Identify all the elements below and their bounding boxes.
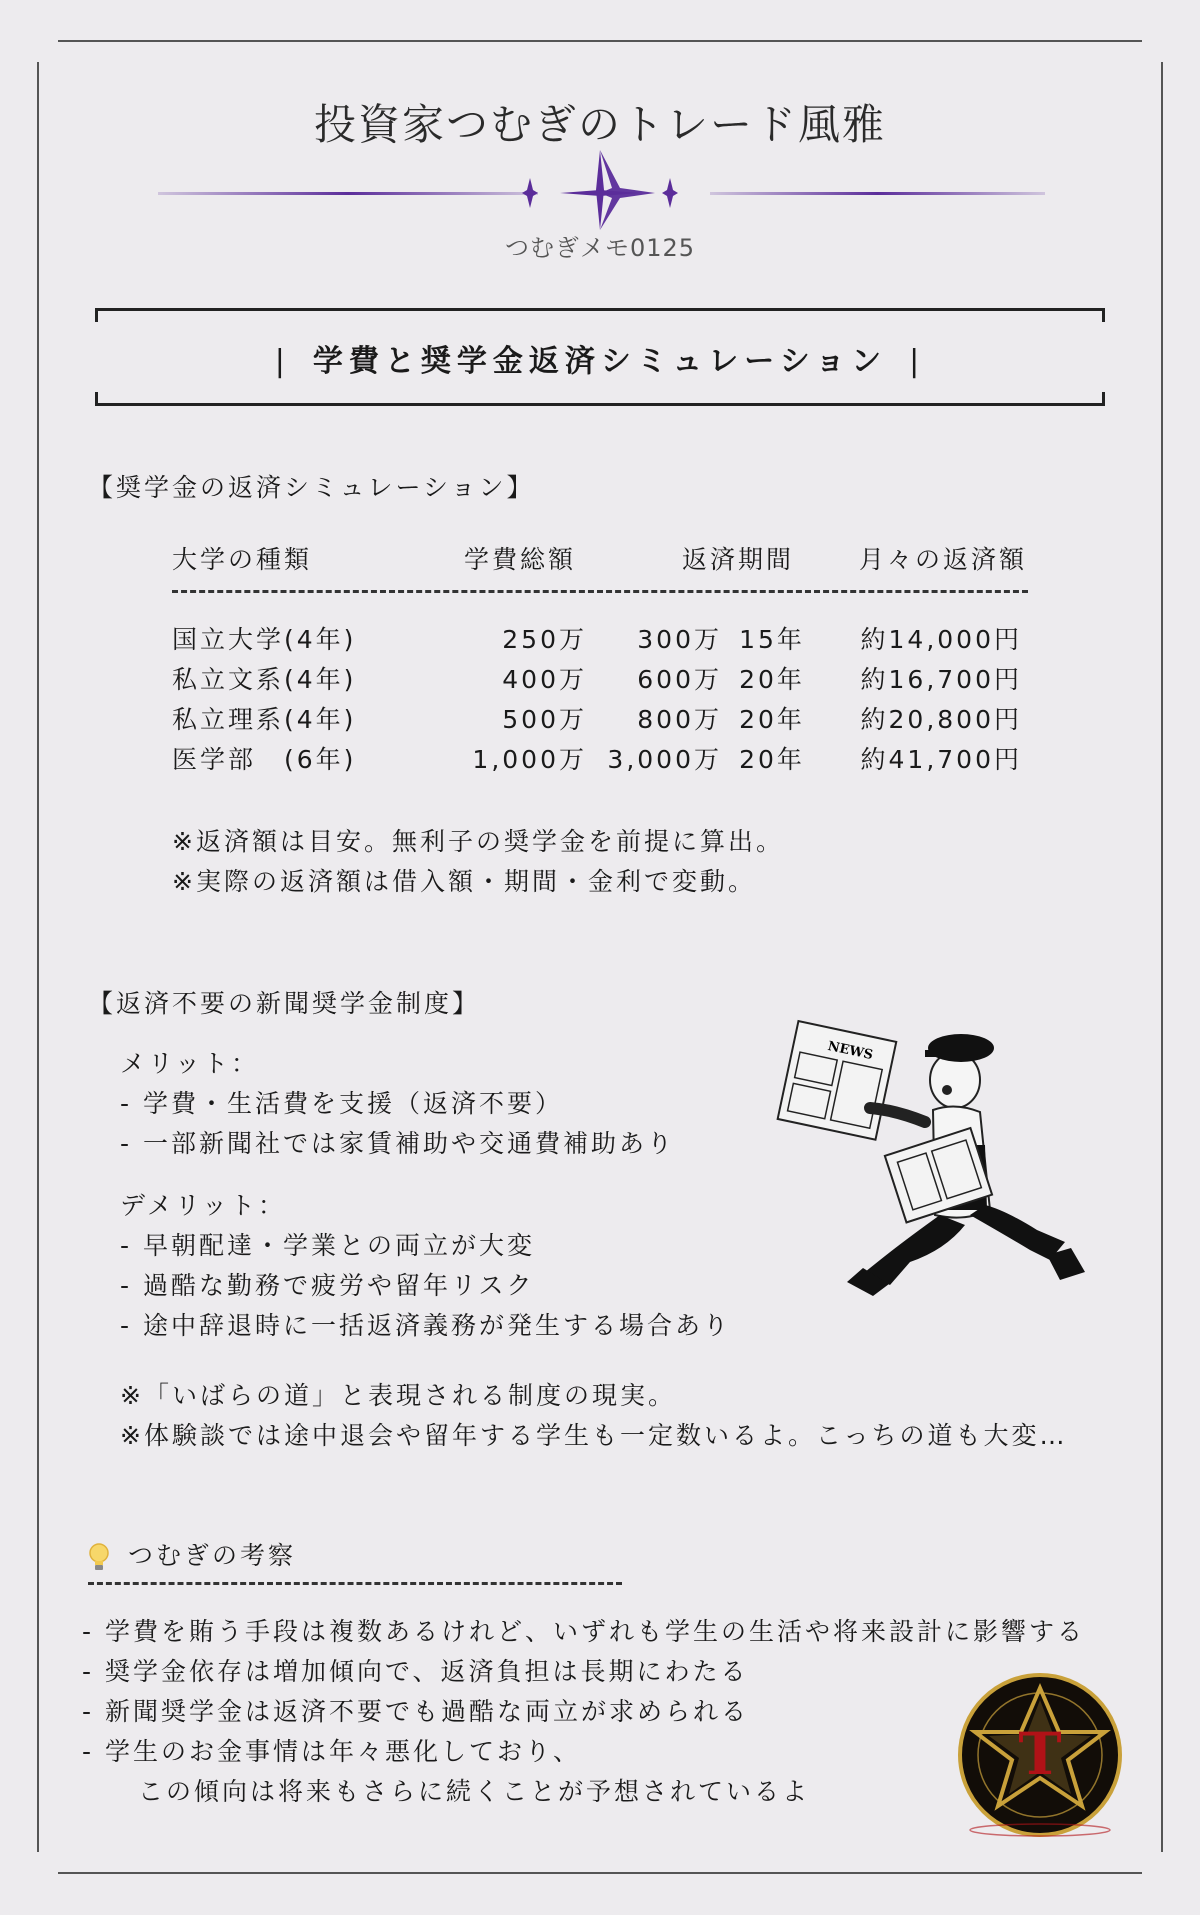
- cell-fee: 250万: [502, 625, 587, 654]
- main-title-text: 学費と奨学金返済シミュレーション: [312, 344, 888, 379]
- title-box: [95, 308, 1105, 406]
- sparkle-divider: [150, 150, 1050, 230]
- merit-title: メリット：: [120, 1049, 260, 1078]
- table-row: [172, 620, 1032, 656]
- simulation-note: ※返済額は目安。無利子の奨学金を前提に算出。: [172, 827, 784, 856]
- cell-fee: 1,000万: [472, 745, 587, 774]
- demerit-list: [120, 1186, 731, 1346]
- thoughts-heading-text: つむぎの考察: [128, 1541, 297, 1570]
- table-row: [172, 660, 1032, 696]
- news-label: NEWS: [826, 1038, 875, 1064]
- thought-item: - 新聞奨学金は返済不要でも過酷な両立が求められる: [82, 1697, 749, 1726]
- demerit-title: デメリット：: [120, 1191, 287, 1220]
- frame-top-line: [58, 40, 1142, 42]
- column-header: 月々の返済額: [859, 545, 1028, 574]
- frame-right-line: [1161, 62, 1163, 1852]
- simulation-heading: 【奨学金の返済シミュレーション】: [88, 473, 535, 502]
- cell-monthly: 約16,700円: [860, 665, 1022, 694]
- cell-type: 国立大学(4年): [172, 625, 357, 654]
- cell-type: 私立文系(4年): [172, 665, 357, 694]
- cell-monthly: 約41,700円: [860, 745, 1022, 774]
- newspaper-heading: 【返済不要の新聞奨学金制度】: [88, 989, 481, 1018]
- newspaper-notes: [120, 1376, 1067, 1456]
- column-header: 返済期間: [682, 545, 795, 574]
- cell-type: 医学部 (6年): [172, 745, 357, 774]
- brand-emblem-logo: [955, 1670, 1125, 1840]
- frame-left-line: [37, 62, 39, 1852]
- newspaper-note: ※体験談では途中退会や留年する学生も一定数いるよ。こっちの道も大変…: [120, 1421, 1068, 1450]
- title-bar-left: |: [274, 344, 291, 379]
- newspaper-note: ※「いばらの道」と表現される制度の現実。: [120, 1381, 676, 1410]
- sparkle-icon: [522, 150, 678, 230]
- title-bar-right: |: [909, 344, 926, 379]
- merit-item: - 一部新聞社では家賃補助や交通費補助あり: [120, 1129, 675, 1158]
- memo-id: つむぎメモ0125: [504, 234, 696, 262]
- table-dash-divider: [172, 590, 1028, 593]
- simulation-note: ※実際の返済額は借入額・期間・金利で変動。: [172, 867, 756, 896]
- thoughts-dash-divider: [88, 1582, 622, 1585]
- thoughts-heading: [88, 1536, 296, 1572]
- demerit-item: - 途中辞退時に一括返済義務が発生する場合あり: [120, 1311, 731, 1340]
- demerit-item: - 早朝配達・学業との両立が大変: [120, 1231, 535, 1260]
- thought-item: - 学費を賄う手段は複数あるけれど、いずれも学生の生活や将来設計に影響する: [82, 1617, 1085, 1646]
- cell-type: 私立理系(4年): [172, 705, 357, 734]
- cell-total: 800万: [637, 705, 722, 734]
- cell-total: 300万: [637, 625, 722, 654]
- thoughts-list: [82, 1612, 1085, 1812]
- cell-fee: 500万: [502, 705, 587, 734]
- table-header-row: [172, 540, 1032, 576]
- merit-item: - 学費・生活費を支援（返済不要）: [120, 1089, 563, 1118]
- cell-period: 20年: [739, 745, 805, 774]
- site-title: 投資家つむぎのトレード風雅: [313, 100, 886, 149]
- cell-monthly: 約14,000円: [860, 625, 1022, 654]
- main-title: [95, 336, 1105, 380]
- title-bracket-bottom: [95, 392, 1105, 406]
- lightbulb-icon: [88, 1542, 110, 1572]
- demerit-item: - 過酷な勤務で疲労や留年リスク: [120, 1271, 535, 1300]
- newspaper-boy-illustration: [775, 1010, 1095, 1320]
- cell-total: 600万: [637, 665, 722, 694]
- frame-bottom-line: [58, 1872, 1142, 1874]
- thought-item: この傾向は将来もさらに続くことが予想されているよ: [82, 1777, 811, 1806]
- cell-total: 3,000万: [607, 745, 722, 774]
- thought-item: - 奨学金依存は増加傾向で、返済負担は長期にわたる: [82, 1657, 749, 1686]
- cell-fee: 400万: [502, 665, 587, 694]
- table-row: [172, 740, 1032, 776]
- cell-period: 20年: [739, 665, 805, 694]
- cell-monthly: 約20,800円: [860, 705, 1022, 734]
- svg-text:T: T: [1018, 1720, 1062, 1788]
- cell-period: 20年: [739, 705, 805, 734]
- thought-item: - 学生のお金事情は年々悪化しており、: [82, 1737, 581, 1766]
- column-header: 大学の種類: [172, 545, 313, 574]
- merit-list: [120, 1044, 675, 1164]
- column-header: 学費総額: [464, 545, 577, 574]
- cell-period: 15年: [739, 625, 805, 654]
- title-bracket-top: [95, 308, 1105, 322]
- table-row: [172, 700, 1032, 736]
